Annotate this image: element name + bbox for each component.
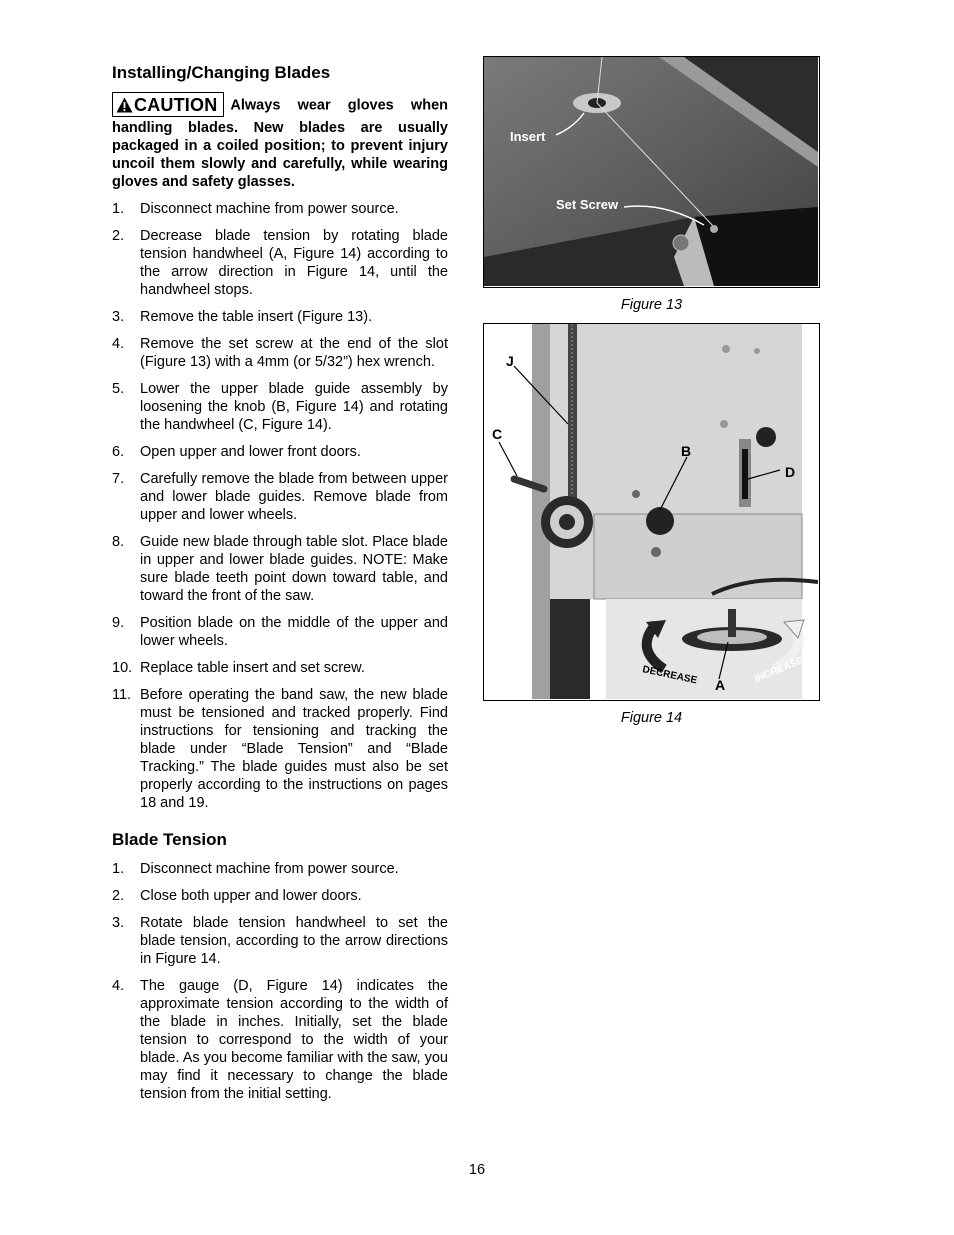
- step-text: Open upper and lower front doors.: [140, 444, 361, 460]
- figure-13-label-set-screw: Set Screw: [556, 197, 619, 212]
- step-number: 2.: [112, 228, 125, 244]
- right-column: [483, 56, 820, 701]
- section-heading-blade-tension: Blade Tension: [112, 830, 227, 849]
- step-text: Decrease blade tension by rotating blade tension handwheel (A, Figure 14) according to the arrow direction in Figure 14, until the handwheel stops.: [140, 228, 448, 298]
- figure-14-label-b: B: [681, 443, 692, 459]
- figure-14-caption: Figure 14: [620, 710, 683, 726]
- warning-triangle-icon: [116, 97, 133, 113]
- step-number: 1.: [112, 861, 125, 877]
- caution-label: CAUTION: [134, 94, 218, 115]
- step-number: 4.: [112, 978, 125, 994]
- section-heading-installing: Installing/Changing Blades: [112, 63, 331, 82]
- list-item: [112, 533, 448, 605]
- list-item: [112, 914, 448, 968]
- step-text: The gauge (D, Figure 14) indicates the approximate tension according to the width of the blade in inches. Initially, set the blade tension to correspond to the width of your blade. As you become familiar with the saw, you may find it necessary to change the blade tension from the initial setting.: [140, 978, 448, 1102]
- list-item: [112, 443, 448, 461]
- list-item: [112, 470, 448, 524]
- step-text: Carefully remove the blade from between upper and lower blade guides. Remove blade from upper and lower wheels.: [140, 471, 448, 523]
- list-item: [112, 380, 448, 434]
- figure-14-label-j: J: [506, 353, 514, 369]
- step-number: 2.: [112, 888, 125, 904]
- left-column: [112, 62, 448, 1112]
- list-item: [112, 686, 448, 812]
- step-text: Lower the upper blade guide assembly by loosening the knob (B, Figure 14) and rotating the handwheel (C, Figure 14).: [140, 381, 448, 433]
- step-text: Disconnect machine from power source.: [140, 201, 399, 217]
- figure-14-label-a: A: [715, 677, 726, 693]
- step-text: Guide new blade through table slot. Place blade in upper and lower blade guides. NOTE: Make sure blade teeth point down toward table, and toward the front of the saw.: [140, 534, 448, 604]
- list-item: [112, 659, 448, 677]
- list-item: [112, 860, 448, 878]
- step-number: 3.: [112, 915, 125, 931]
- list-item: [112, 200, 448, 218]
- figure-13-photo: [483, 56, 820, 288]
- list-item: [112, 227, 448, 299]
- step-number: 1.: [112, 201, 125, 217]
- step-number: 7.: [112, 471, 125, 487]
- step-number: 10.: [112, 660, 133, 676]
- list-item: [112, 335, 448, 371]
- step-number: 3.: [112, 309, 125, 325]
- step-number: 8.: [112, 534, 125, 550]
- figure-14-label-increase: INCREASE: [753, 655, 806, 685]
- step-number: 4.: [112, 336, 125, 352]
- step-text: Before operating the band saw, the new blade must be tensioned and tracked properly. Find instructions for tensioning and tracking the blade under “Blade Tension” and “Blade Tracking.” The blade guides must also be set properly according to the instructions on pages 18 and 19.: [140, 687, 448, 811]
- step-number: 9.: [112, 615, 125, 631]
- steps-list-installing: [112, 200, 448, 812]
- step-text: Rotate blade tension handwheel to set the blade tension, according to the arrow directions in Figure 14.: [140, 915, 448, 967]
- figure-14-label-c: C: [492, 426, 503, 442]
- figure-14-photo: [483, 323, 820, 701]
- caution-text: Always wear gloves when handling blades. New blades are usually packaged in a coiled position; to prevent injury uncoil them slowly and carefully, while wearing gloves and safety glasses.: [112, 97, 448, 190]
- figure-14-label-d: D: [785, 464, 796, 480]
- step-text: Close both upper and lower doors.: [140, 888, 362, 904]
- step-text: Remove the table insert (Figure 13).: [140, 309, 373, 325]
- step-text: Remove the set screw at the end of the slot (Figure 13) with a 4mm (or 5/32”) hex wrench.: [140, 336, 448, 370]
- figure-13-caption: Figure 13: [620, 297, 683, 313]
- caution-badge: [112, 92, 224, 117]
- step-number: 5.: [112, 381, 125, 397]
- steps-list-blade-tension: [112, 860, 448, 1103]
- step-text: Position blade on the middle of the upper and lower wheels.: [140, 615, 448, 649]
- list-item: [112, 977, 448, 1103]
- figure-13-label-insert: Insert: [510, 129, 546, 144]
- figure-14-label-decrease: DECREASE: [641, 664, 699, 687]
- page-number: 16: [468, 1162, 486, 1178]
- caution-block: [112, 92, 448, 191]
- list-item: [112, 614, 448, 650]
- step-text: Disconnect machine from power source.: [140, 861, 399, 877]
- step-number: 11.: [112, 687, 132, 703]
- step-text: Replace table insert and set screw.: [140, 660, 365, 676]
- list-item: [112, 308, 448, 326]
- step-number: 6.: [112, 444, 125, 460]
- list-item: [112, 887, 448, 905]
